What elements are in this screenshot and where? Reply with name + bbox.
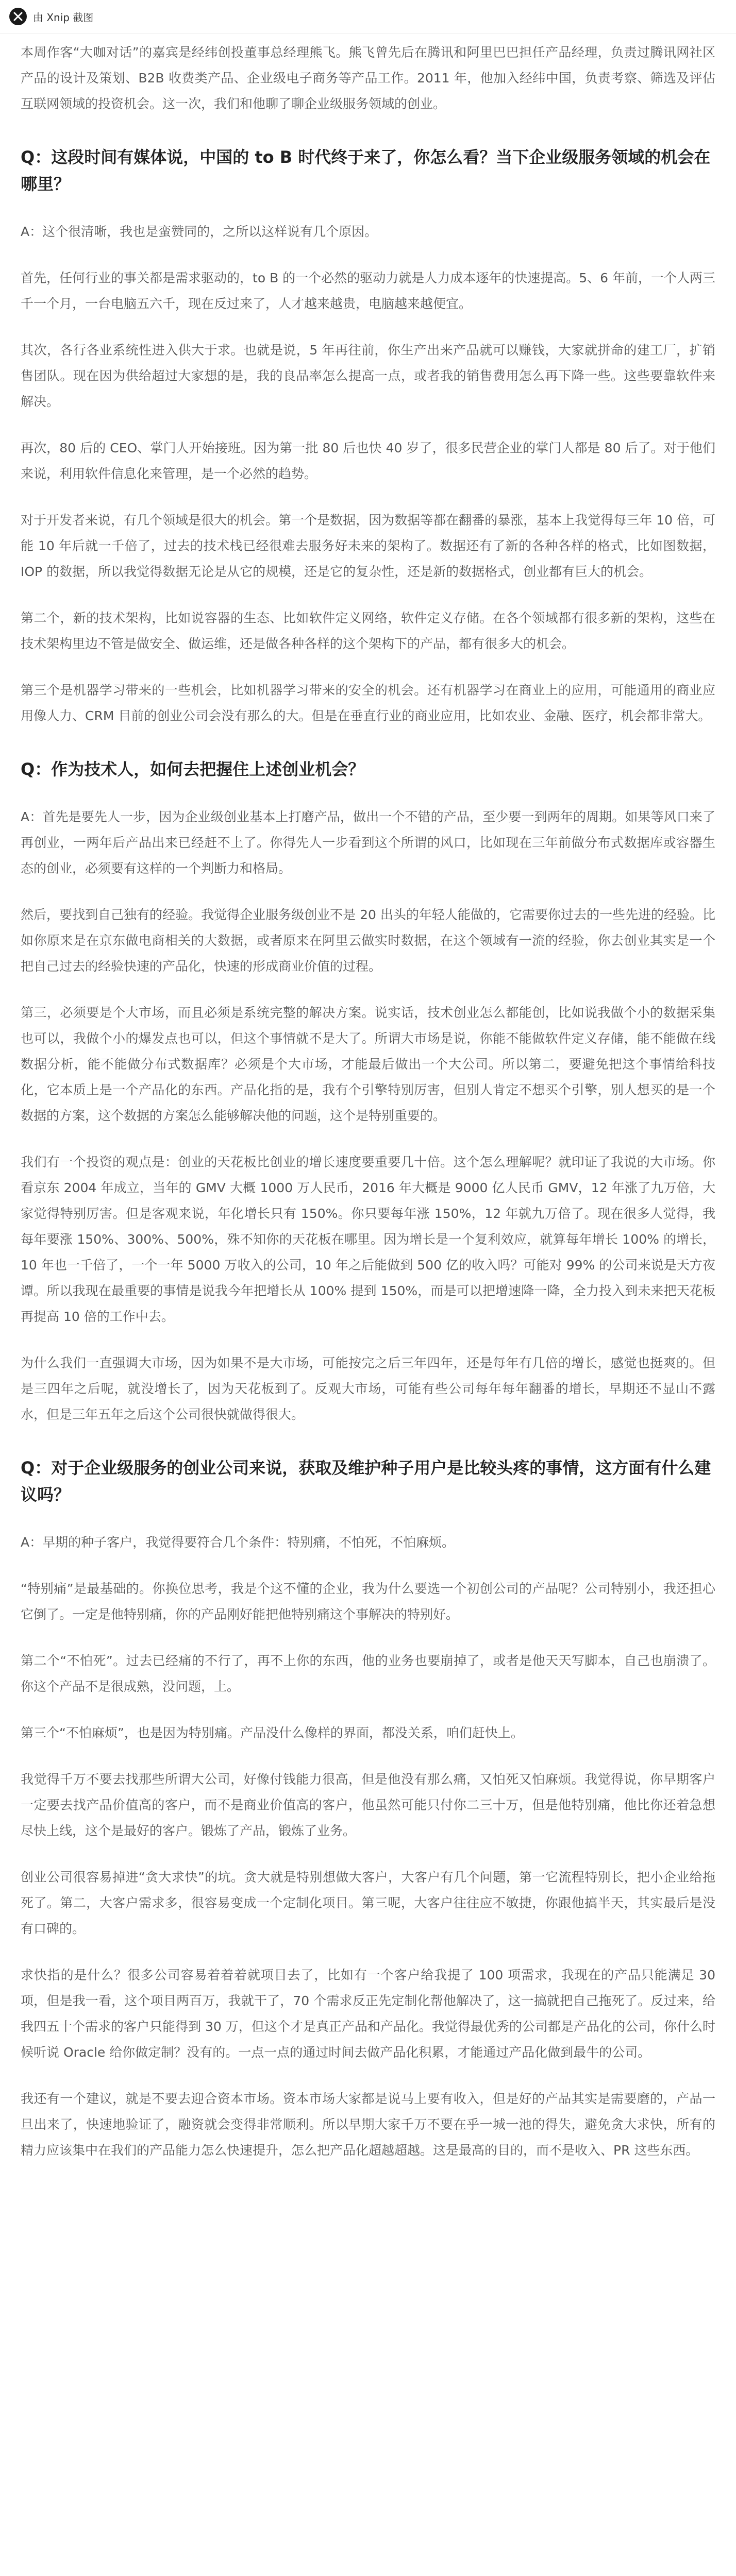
article-paragraph: 再次，80 后的 CEO、掌门人开始接班。因为第一批 80 后也快 40 岁了，很多民营企业的掌门人都是 80 后了。对于他们来说，利用软件信息化来管理，是一个必然的趋势。 bbox=[21, 440, 715, 481]
question-heading: Q：这段时间有媒体说，中国的 to B 时代终于来了，你怎么看？当下企业级服务领域的机会在哪里？ bbox=[21, 147, 711, 194]
article-paragraph: 其次，各行各业系统性进入供大于求。也就是说，5 年再往前，你生产出来产品就可以赚钱，大家就拼命的建工厂，扩销售团队。现在因为供给超过大家想的是，我的良品率怎么提高一点，或者我的销售费用怎么再下降一些。这些要靠软件来解决。 bbox=[21, 343, 715, 409]
xnip-logo-icon bbox=[9, 8, 27, 25]
article-paragraph: 第三个“不怕麻烦”，也是因为特别痛。产品没什么像样的界面，都没关系，咱们赶快上。 bbox=[21, 1725, 524, 1740]
article-paragraph: 我还有一个建议，就是不要去迎合资本市场。资本市场大家都是说马上要有收入，但是好的产品其实是需要磨的，产品一旦出来了，快速地验证了，融资就会变得非常顺利。所以早期大家千万不要在乎一城一池的得失，避免贪大求快，所有的精力应该集中在我们的产品能力怎么快速提升，怎么把产品化超越超越。这是最高的目的，而不是收入、PR 这些东西。 bbox=[21, 2091, 715, 2158]
article-paragraph: A：这个很清晰，我也是蛮赞同的，之所以这样说有几个原因。 bbox=[21, 224, 378, 239]
article-paragraph: 创业公司很容易掉进“贪大求快”的坑。贪大就是特别想做大客户，大客户有几个问题，第一它流程特别长，把小企业给拖死了。第二，大客户需求多，很容易变成一个定制化项目。第三呢，大客户往往应不敏捷，你跟他搞半天，其实最后是没有口碑的。 bbox=[21, 1870, 715, 1936]
article-body bbox=[0, 33, 736, 2163]
article-paragraph: 对于开发者来说，有几个领域是很大的机会。第一个是数据，因为数据等都在翻番的暴涨，基本上我觉得每三年 10 倍，可能 10 年后就一千倍了，过去的技术栈已经很难去服务好未来的架构了。数据还有了新的各种各样的格式，比如图数据，IOP 的数据，所以我觉得数据无论是从它的规模，还是它的复杂性，还是新的数据格式，创业都有巨大的机会。 bbox=[21, 513, 715, 579]
article-paragraph: 为什么我们一直强调大市场，因为如果不是大市场，可能按完之后三年四年，还是每年有几倍的增长，感觉也挺爽的。但是三四年之后呢，就没增长了，因为天花板到了。反观大市场，可能有些公司每年每年翻番的增长，早期还不显山不露水，但是三年五年之后这个公司很快就做得很大。 bbox=[21, 1355, 715, 1422]
watermark-title: 由 Xnip 截图 bbox=[33, 11, 94, 24]
article-paragraph: A：首先是要先人一步，因为企业级创业基本上打磨产品，做出一个不错的产品，至少要一到两年的周期。如果等风口来了再创业，一两年后产品出来已经赶不上了。你得先人一步看到这个所谓的风口，比如现在三年前做分布式数据库或容器生态的创业，必须要有这样的一个判断力和格局。 bbox=[21, 809, 715, 876]
article-paragraph: 我觉得千万不要去找那些所谓大公司，好像付钱能力很高，但是他没有那么痛，又怕死又怕麻烦。我觉得说，你早期客户一定要去找产品价值高的客户，而不是商业价值高的客户，他虽然可能只付你二三十万，但是他特别痛，他比你还着急想尽快上线，这个是最好的客户。锻炼了产品，锻炼了业务。 bbox=[21, 1772, 715, 1838]
article-paragraph: 第二个，新的技术架构，比如说容器的生态、比如软件定义网络，软件定义存储。在各个领域都有很多新的架构，这些在技术架构里边不管是做安全、做运维，还是做各种各样的这个架构下的产品，都有很多大的机会。 bbox=[21, 611, 715, 651]
article-paragraph: A：早期的种子客户，我觉得要符合几个条件：特别痛，不怕死，不怕麻烦。 bbox=[21, 1535, 455, 1550]
article-paragraph: 我们有一个投资的观点是：创业的天花板比创业的增长速度要重要几十倍。这个怎么理解呢？就印证了我说的大市场。你看京东 2004 年成立，当年的 GMV 大概 1000 万人民币，2016 年大概是 9000 亿人民币 GMV，12 年涨了九万倍，大家觉得特别厉害。但是客观来说，年化增长只有 150%。你只要每年涨 150%，12 年就九万倍了。现在很多人觉得，我每年要涨 150%、300%、500%，殊不知你的天花板在哪里。因为增长是一个复利效应，就算每年增长 100% 的增长，10 年也一千倍了，一个一年 5000 万收入的公司，10 年之后能做到 500 亿的收入吗？可能对 99% 的公司来说是天方夜谭。所以我现在最重要的事情是说我今年把增长从 100% 提到 150%，而是可以把增速降一降，全力投入到未来把天花板再提高 10 倍的工作中去。 bbox=[21, 1155, 715, 1324]
article-paragraph: 本周作客“大咖对话”的嘉宾是经纬创投董事总经理熊飞。熊飞曾先后在腾讯和阿里巴巴担任产品经理，负责过腾讯网社区产品的设计及策划、B2B 收费类产品、企业级电子商务等产品工作。2011 年，他加入经纬中国，负责考察、筛选及评估互联网领域的投资机会。这一次，我们和他聊了聊企业级服务领域的创业。 bbox=[21, 45, 715, 111]
question-heading: Q：作为技术人，如何去把握住上述创业机会？ bbox=[21, 759, 365, 779]
article-paragraph: 第三个是机器学习带来的一些机会，比如机器学习带来的安全的机会。还有机器学习在商业上的应用，可能通用的商业应用像人力、CRM 目前的创业公司会没有那么的大。但是在垂直行业的商业应用，比如农业、金融、医疗，机会都非常大。 bbox=[21, 683, 715, 723]
article-paragraph: “特别痛”是最基础的。你换位思考，我是个这不懂的企业，我为什么要选一个初创公司的产品呢？公司特别小，我还担心它倒了。一定是他特别痛，你的产品刚好能把他特别痛这个事解决的特别好。 bbox=[21, 1581, 715, 1622]
question-heading: Q：对于企业级服务的创业公司来说，获取及维护种子用户是比较头疼的事情，这方面有什么建议吗？ bbox=[21, 1458, 711, 1504]
article-paragraph: 然后，要找到自己独有的经验。我觉得企业服务级创业不是 20 出头的年轻人能做的，它需要你过去的一些先进的经验。比如你原来是在京东做电商相关的大数据，或者原来在阿里云做实时数据，在这个领域有一流的经验，你去创业其实是一个把自己过去的经验快速的产品化，快速的形成商业价值的过程。 bbox=[21, 907, 715, 974]
article-paragraph: 第二个“不怕死”。过去已经痛的不行了，再不上你的东西，他的业务也要崩掉了，或者是他天天写脚本，自己也崩溃了。你这个产品不是很成熟，没问题，上。 bbox=[21, 1653, 715, 1694]
article-paragraph: 求快指的是什么？很多公司容易着着着就项目去了，比如有一个客户给我提了 100 项需求，我现在的产品只能满足 30 项，但是我一看，这个项目两百万，我就干了，70 个需求反正先定制化帮他解决了，这一搞就把自己拖死了。反过来，给我四五十个需求的客户只能得到 30 万，但这个才是真正产品和产品化。我觉得最优秀的公司都是产品化的公司，你什么时候听说 Oracle 给你做定制？没有的。一点一点的通过时间去做产品化积累，才能通过产品化做到最牛的公司。 bbox=[21, 1968, 715, 2060]
top-bar bbox=[0, 0, 736, 33]
article-paragraph: 第三，必须要是个大市场，而且必须是系统完整的解决方案。说实话，技术创业怎么都能创，比如说我做个小的数据采集也可以，我做个小的爆发点也可以，但这个事情就不是大了。所谓大市场是说，你能不能做软件定义存储，能不能做在线数据分析，能不能做分布式数据库？必须是个大市场，才能最后做出一个大公司。所以第二，要避免把这个事情给科技化，它本质上是一个产品化的东西。产品化指的是，我有个引擎特别厉害，但别人肯定不想买个引擎，别人想买的是一个数据的方案，这个数据的方案怎么能够解决他的问题，这个是特别重要的。 bbox=[21, 1005, 715, 1123]
article-paragraph: 首先，任何行业的事关都是需求驱动的，to B 的一个必然的驱动力就是人力成本逐年的快速提高。5、6 年前，一个人两三千一个月，一台电脑五六千，现在反过来了，人才越来越贵，电脑越来越便宜。 bbox=[21, 270, 715, 311]
